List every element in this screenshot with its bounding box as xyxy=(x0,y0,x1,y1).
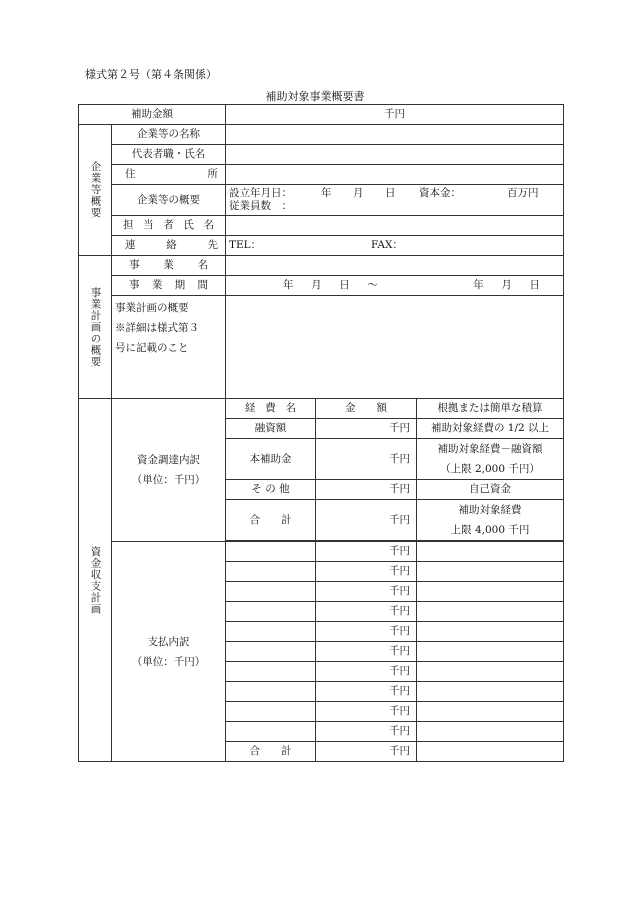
payment-amount-field[interactable]: 千円 xyxy=(316,642,417,662)
plan-section-label: 事業計画の概要 xyxy=(79,256,112,399)
company-overview-row xyxy=(79,185,564,216)
subsidy-amount-field[interactable]: 千円 xyxy=(226,105,564,125)
contact-person-field[interactable] xyxy=(226,216,564,236)
payment-basis-field[interactable] xyxy=(417,562,564,582)
subsidy-amount-label: 補助金額 xyxy=(79,105,226,125)
project-period-field[interactable]: 年 月 日 ～ 年 月 日 xyxy=(226,276,564,296)
payment-item-field[interactable] xyxy=(226,602,316,622)
payment-amount-field[interactable]: 千円 xyxy=(316,722,417,742)
funding-basis: 補助対象経費 上限 4,000 千円 xyxy=(417,500,564,541)
payment-basis-field[interactable] xyxy=(417,702,564,722)
funding-amount-field[interactable]: 千円 xyxy=(316,480,417,500)
tel-label: TEL： xyxy=(229,239,262,251)
payment-breakdown-label: 支払内訳 （単位：千円） xyxy=(112,542,226,762)
representative-label: 代表者職・氏名 xyxy=(112,145,226,165)
payment-total-label: 合 計 xyxy=(226,742,316,762)
subsidy-amount-row xyxy=(79,105,564,125)
project-summary-label: 事業計画の概要 ※詳細は様式第３ 号に記載のこと xyxy=(112,296,226,399)
employees-field: 従業員数 ： xyxy=(229,200,292,212)
payment-row xyxy=(79,542,564,562)
payment-amount-field[interactable]: 千円 xyxy=(316,662,417,682)
payment-item-field[interactable] xyxy=(226,722,316,742)
project-name-label: 事 業 名 xyxy=(112,256,226,276)
funding-col-item: 経 費 名 xyxy=(226,399,316,419)
payment-basis-field[interactable] xyxy=(417,542,564,562)
payment-amount-field[interactable]: 千円 xyxy=(316,702,417,722)
project-summary-field[interactable] xyxy=(226,296,564,399)
payment-amount-field[interactable]: 千円 xyxy=(316,622,417,642)
payment-basis-field[interactable] xyxy=(417,682,564,702)
funding-item: 融資額 xyxy=(226,419,316,439)
contact-info-row xyxy=(79,236,564,256)
funding-total-label: 合 計 xyxy=(226,500,316,541)
funding-amount-field[interactable]: 千円 xyxy=(316,439,417,480)
payment-item-field[interactable] xyxy=(226,562,316,582)
payment-amount-field[interactable]: 千円 xyxy=(316,562,417,582)
funding-total-field[interactable]: 千円 xyxy=(316,500,417,541)
funding-basis: 補助対象経費－融資額 （上限 2,000 千円） xyxy=(417,439,564,480)
representative-field[interactable] xyxy=(226,145,564,165)
project-period-label: 事 業 期 間 xyxy=(112,276,226,296)
company-section-label: 企業等概要 xyxy=(79,125,112,256)
payment-amount-field[interactable]: 千円 xyxy=(316,602,417,622)
payment-amount-field[interactable]: 千円 xyxy=(316,582,417,602)
payment-item-field[interactable] xyxy=(226,622,316,642)
company-overview-field[interactable]: 設立年月日： 年 月 日 資本金： 百万円 従業員数 ： xyxy=(226,185,564,216)
funding-col-basis: 根拠または簡単な積算 xyxy=(417,399,564,419)
company-name-field[interactable] xyxy=(226,125,564,145)
project-name-field[interactable] xyxy=(226,256,564,276)
project-period-row xyxy=(79,276,564,296)
finance-section-label: 資金収支計画 xyxy=(79,399,112,762)
payment-amount-field[interactable]: 千円 xyxy=(316,682,417,702)
funding-item: そ の 他 xyxy=(226,480,316,500)
funding-breakdown-label: 資金調達内訳 （単位：千円） xyxy=(112,399,226,542)
subsidy-overview-form xyxy=(78,104,564,762)
payment-basis-field[interactable] xyxy=(417,642,564,662)
payment-basis-field[interactable] xyxy=(417,622,564,642)
payment-item-field[interactable] xyxy=(226,702,316,722)
form-number-label: 様式第２号（第４条関係） xyxy=(85,68,217,81)
funding-item: 本補助金 xyxy=(226,439,316,480)
payment-basis-field[interactable] xyxy=(417,602,564,622)
payment-total-field[interactable]: 千円 xyxy=(316,742,417,762)
contact-label: 連 絡 先 xyxy=(112,236,226,256)
contact-person-row xyxy=(79,216,564,236)
funding-header-row xyxy=(79,399,564,419)
address-row xyxy=(79,165,564,185)
project-summary-row xyxy=(79,296,564,399)
payment-item-field[interactable] xyxy=(226,662,316,682)
contact-person-label: 担 当 者 氏 名 xyxy=(112,216,226,236)
payment-total-basis-field[interactable] xyxy=(417,742,564,762)
contact-info-field[interactable] xyxy=(226,236,564,256)
payment-item-field[interactable] xyxy=(226,682,316,702)
company-overview-label: 企業等の概要 xyxy=(112,185,226,216)
payment-item-field[interactable] xyxy=(226,642,316,662)
address-field[interactable] xyxy=(226,165,564,185)
representative-row xyxy=(79,145,564,165)
funding-amount-field[interactable]: 千円 xyxy=(316,419,417,439)
address-label: 住 所 xyxy=(112,165,226,185)
company-name-row xyxy=(79,125,564,145)
funding-col-amount: 金 額 xyxy=(316,399,417,419)
funding-basis: 補助対象経費の 1/2 以上 xyxy=(417,419,564,439)
company-name-label: 企業等の名称 xyxy=(112,125,226,145)
document-title: 補助対象事業概要書 xyxy=(265,90,365,103)
payment-item-field[interactable] xyxy=(226,542,316,562)
fax-label: FAX： xyxy=(371,239,403,251)
payment-item-field[interactable] xyxy=(226,582,316,602)
payment-basis-field[interactable] xyxy=(417,722,564,742)
funding-basis: 自己資金 xyxy=(417,480,564,500)
payment-basis-field[interactable] xyxy=(417,582,564,602)
project-name-row xyxy=(79,256,564,276)
payment-basis-field[interactable] xyxy=(417,662,564,682)
payment-amount-field[interactable]: 千円 xyxy=(316,542,417,562)
